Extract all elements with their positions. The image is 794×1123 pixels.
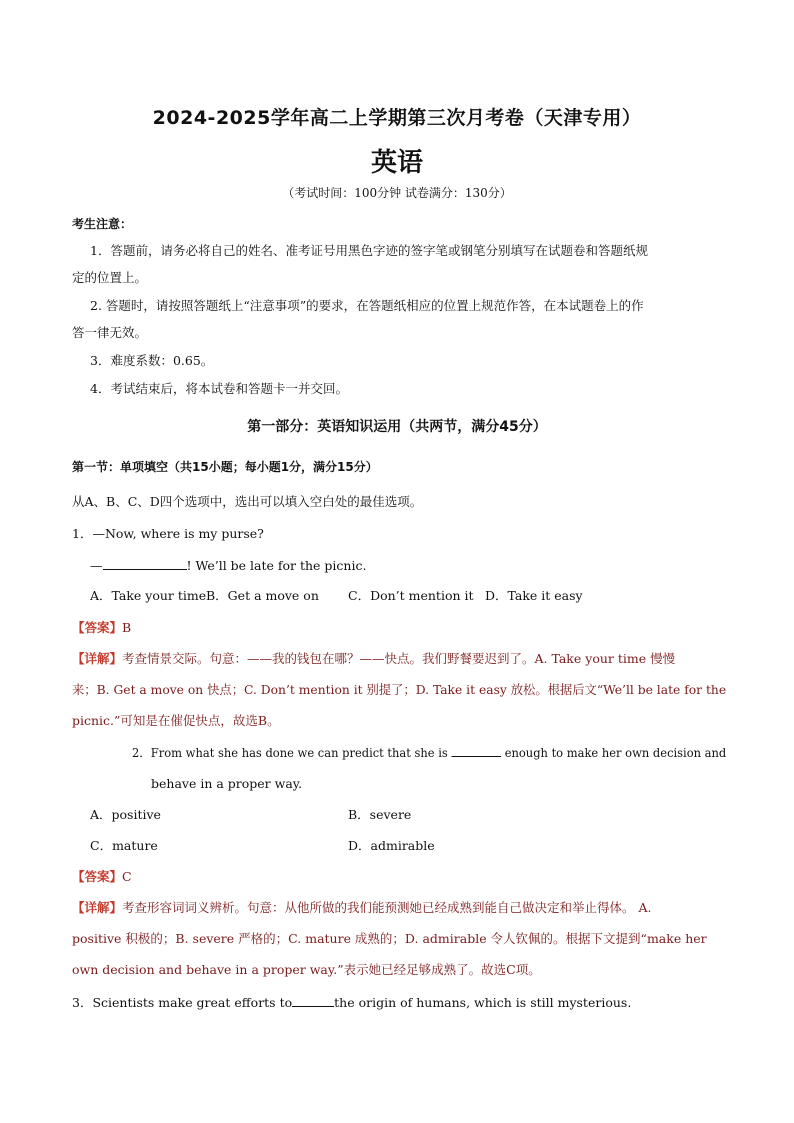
q1-detail (72, 651, 675, 667)
q1-option-d: D．Take it easy (485, 588, 583, 603)
exam-meta: （考试时间：100分钟 试卷满分：130分） (282, 186, 512, 200)
q2-detail-line-1: 考查形容词词义辨析。句意：从他所做的我们能预测她已经成熟到能自己做决定和举止得体。 A. (122, 900, 652, 915)
q1-answer-value: B (122, 620, 132, 635)
q2-answer (72, 869, 132, 885)
q1-reply-text: ! We’ll be late for the picnic. (186, 558, 367, 573)
notice-item-2-cont: 答一律无效。 (72, 325, 148, 340)
q1-detail-line-3: picnic.”可知是在催促快点，故选B。 (72, 713, 280, 728)
q3-stem (72, 994, 631, 1011)
q1-blank (103, 557, 187, 570)
q1-stem: 1．—Now, where is my purse? (72, 526, 264, 541)
q2-answer-label: 【答案】 (72, 869, 123, 884)
q2-answer-value: C (122, 869, 132, 884)
q2-detail-line-2: positive 积极的；B. severe 严格的；C. mature 成熟的；D. admirable 令人钦佩的。根据下文提到“make her (72, 931, 707, 946)
notice-item-4: 4．考试结束后，将本试卷和答题卡一并交回。 (90, 381, 348, 396)
q1-answer-label: 【答案】 (72, 620, 123, 635)
q3-stem-pre: 3．Scientists make great efforts to (72, 995, 293, 1010)
subject-title: 英语 (370, 148, 423, 178)
q2-stem-post: enough to make her own decision and (504, 745, 727, 760)
section1-heading: 第一节：单项填空（共15小题；每小题1分，满分15分） (72, 460, 378, 474)
exam-title: 2024-2025学年高二上学期第三次月考卷（天津专用） (152, 107, 642, 129)
q2-option-c: C．mature (90, 838, 158, 853)
q2-blank (451, 744, 501, 757)
q1-detail-label: 【详解】 (72, 651, 123, 666)
q1-option-c: C．Don’t mention it (348, 588, 474, 603)
notice-item-3: 3．难度系数：0.65。 (90, 353, 214, 368)
q2-stem (132, 744, 726, 761)
q1-detail-line-2: 来；B. Get a move on 快点；C. Don’t mention it 别提了；D. Take it easy 放松。根据后文“We’ll be late for the (72, 682, 727, 697)
q3-blank (292, 994, 334, 1007)
q2-detail-line-3: own decision and behave in a proper way.”表示她已经足够成熟了。故选C项。 (72, 962, 541, 977)
notice-heading: 考生注意： (72, 217, 133, 231)
q2-stem-pre: 2．From what she has done we can predict that she is (132, 745, 448, 760)
notice-item-2: 2. 答题时，请按照答题纸上“注意事项”的要求，在答题纸相应的位置上规范作答，在本试题卷上的作 (90, 298, 644, 313)
q2-stem-cont: behave in a proper way. (151, 776, 303, 791)
notice-item-1: 1．答题前，请务必将自己的姓名、准考证号用黑色字迹的签字笔或钢笔分别填写在试题卷和答题纸规 (90, 243, 648, 258)
q1-answer (72, 620, 131, 636)
q2-option-d: D．admirable (348, 838, 435, 853)
q2-detail (72, 900, 652, 916)
q1-option-a: A．Take your time (90, 588, 207, 603)
notice-item-1-cont: 定的位置上。 (72, 270, 148, 285)
section1-instruction: 从A、B、C、D四个选项中，选出可以填入空白处的最佳选项。 (72, 494, 423, 509)
q1-detail-line-1: 考查情景交际。句意：——我的钱包在哪？——快点。我们野餐要迟到了。A. Take your time 慢慢 (122, 651, 676, 666)
q2-option-a: A．positive (90, 807, 161, 822)
q2-detail-label: 【详解】 (72, 900, 123, 915)
q1-option-b: B．Get a move on (206, 588, 319, 603)
q1-reply (90, 557, 366, 574)
q2-option-b: B．severe (348, 807, 412, 822)
q1-reply-dash: — (90, 558, 103, 573)
part1-heading: 第一部分：英语知识运用（共两节，满分45分） (247, 419, 547, 435)
q3-stem-post: the origin of humans, which is still mysterious. (334, 995, 632, 1010)
